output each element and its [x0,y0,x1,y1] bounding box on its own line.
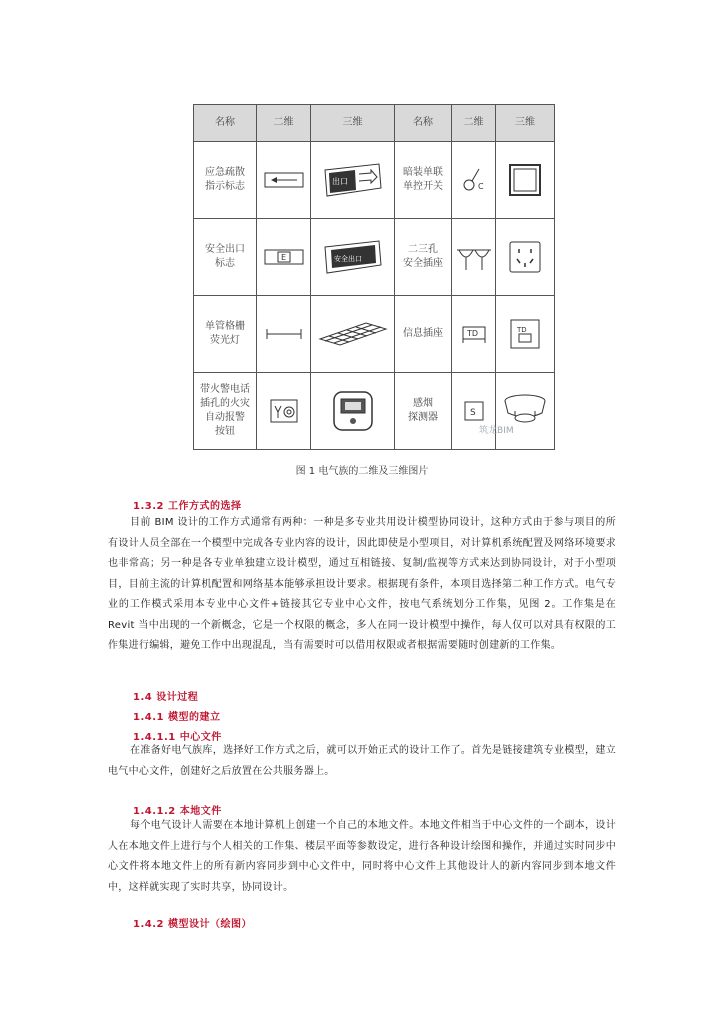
heading-1-4-1-2: 1.4.1.2 本地文件 [133,806,222,817]
alarm-box-3d-icon [328,386,378,436]
fluorescent-lamp-3d [311,296,395,373]
td-panel-3d-icon [508,317,542,351]
exit-sign-3d [311,219,395,296]
header-3d: 三维 [311,105,395,142]
socket-3d [496,219,555,296]
safety-exit-3d-icon [321,237,385,277]
arrow-left-icon [264,172,304,188]
header-2d-2: 二维 [452,105,496,142]
header-3d-2: 三维 [496,105,555,142]
paragraph-1-4-1-2: 每个电气设计人需要在本地计算机上创建一个自己的本地文件。本地文件相当于中心文件的一个副本，设计人在本地文件上进行与个人相关的工作集、楼层平面等参数设定，进行各种设计绘图和操作，并通过实时同步中心文件将本地文件上的所有新内容同步到中心文件中，同时将中心文件上其他设计人的新内容同步到本地文件中，这样就实现了实时共享，协同设计。 [108,820,616,893]
svg-text:TD: TD [466,329,478,338]
svg-text:TD: TD [517,326,527,334]
info-socket-3d [496,296,555,373]
svg-text:C: C [477,182,484,191]
switch-name: 暗装单联 单控开关 [395,142,452,219]
switch-symbol-icon [459,165,489,195]
svg-text:E: E [280,253,286,262]
header-name-2: 名称 [395,105,452,142]
exit-sign-2d [257,219,311,296]
grille-lamp-3d-icon [316,319,390,349]
info-socket-name: 信息插座 [395,296,452,373]
svg-text:安全出口: 安全出口 [333,255,362,263]
switch-2d [452,142,496,219]
switch-3d [496,142,555,219]
fluorescent-lamp-2d [257,296,311,373]
smoke-detector-3d [496,373,555,450]
paragraph-1-4-1-1: 在准备好电气族库，选择好工作方式之后，就可以开始正式的设计工作了。首先是链接建筑专业模型，建立电气中心文件，创建好之后放置在公共服务器上。 [108,745,616,777]
switch-panel-3d-icon [507,162,543,198]
lamp-line-icon [264,327,304,341]
exit-sign-3d-icon [321,160,385,200]
header-name: 名称 [194,105,257,142]
svg-text:S: S [469,408,476,418]
svg-text:出口: 出口 [331,177,348,186]
heading-1-4-1: 1.4.1 模型的建立 [133,712,221,723]
header-2d: 二维 [257,105,311,142]
emergency-sign-name: 应急疏散 指示标志 [194,142,257,219]
fire-alarm-button-3d [311,373,395,450]
exit-e-icon [264,249,304,265]
electrical-family-table [193,104,555,450]
heading-1-3-2: 1.3.2 工作方式的选择 [133,501,242,512]
exit-sign-name: 安全出口 标志 [194,219,257,296]
heading-1-4-2: 1.4.2 模型设计（绘图） [133,919,252,930]
smoke-detector-2d [452,373,496,450]
paragraph-1-3-2: 目前 BIM 设计的工作方式通常有两种：一种是多专业共用设计模型协同设计，这种方式由于参与项目的所有设计人员全部在一个模型中完成各专业内容的设计，因此即使是小型项目，对计算机系统配置及网络环境要求也非常高；另一种是各专业单独建立设计模型，通过互相链接、复制/监视等方式来达到协同设计，对于小型项目，目前主流的计算机配置和网络基本能够承担设计要求。根据现有条件，本项目选择第二种工作方式。电气专业的工作模式采用本专业中心文件+链接其它专业中心文件，按电气系统划分工作集，见图 2。工作集是在 Revit 当中出现的一个新概念，它是一个权限的概念，多人在同一设计模型中操作，每人仅可以对具有权限的工作集进行编辑，避免工作中出现混乱，当有需要时可以借用权限或者根据需要随时创建新的工作集。 [108,517,616,651]
emergency-sign-2d [257,142,311,219]
watermark-logo: 筑龙BIM [479,426,514,436]
fluorescent-lamp-name: 单管格栅 荧光灯 [194,296,257,373]
socket-2d [452,219,496,296]
alarm-symbol-icon [269,398,299,424]
socket-panel-3d-icon [507,239,543,275]
heading-1-4: 1.4 设计过程 [133,692,199,703]
socket-name: 二三孔 安全插座 [395,219,452,296]
fire-alarm-button-2d [257,373,311,450]
info-socket-2d [452,296,496,373]
smoke-detector-name: 感烟 探测器 [395,373,452,450]
emergency-sign-3d [311,142,395,219]
fire-alarm-button-name: 带火警电话 插孔的火灾 自动报警 按钮 [194,373,257,450]
heading-1-4-1-1: 1.4.1.1 中心文件 [133,732,222,743]
figure-caption: 图 1 电气族的二维及三维图片 [295,466,429,477]
smoke-s-icon [463,400,485,422]
td-symbol-icon [459,324,489,344]
socket-symbol-icon [456,242,492,272]
